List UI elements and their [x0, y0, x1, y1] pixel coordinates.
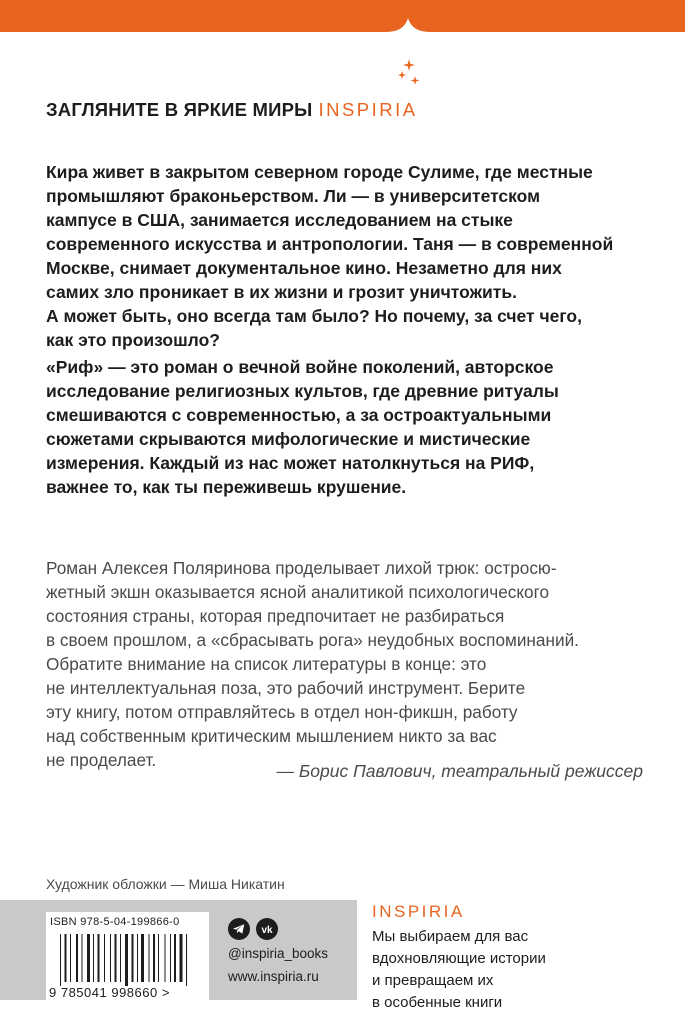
barcode-bar [125, 934, 128, 986]
quote-line: не проделает. [46, 750, 157, 770]
barcode-bar [76, 934, 78, 982]
tagline-line: и превращаем их [372, 972, 494, 989]
svg-text:vk: vk [261, 924, 273, 936]
review-quote [46, 556, 651, 772]
series-title: ЗАГЛЯНИТЕ В ЯРКИЕ МИРЫ [46, 99, 313, 120]
description-line: сюжетами скрываются мифологические и мистические [46, 429, 531, 449]
barcode-bar [158, 934, 159, 982]
barcode-bar [93, 934, 94, 982]
barcode-bar [70, 934, 71, 982]
sparkles-icon [396, 58, 422, 88]
quote-line: жетный экшн оказывается ясной аналитикой психологического [46, 582, 550, 602]
description-line: Кира живет в закрытом северном городе Сулиме, где местные [46, 162, 593, 182]
description-line: исследование религиозных культов, где древние ритуалы [46, 381, 559, 401]
description-paragraph-1 [46, 160, 646, 352]
barcode-bar [186, 934, 187, 986]
barcode-bar [98, 934, 100, 982]
description-line: Москве, снимает документальное кино. Незаметно для них [46, 258, 562, 278]
isbn-barcode-box [46, 912, 209, 1000]
description-line: кампусе в США, занимается исследованием на стыке [46, 210, 513, 230]
barcode-bar [170, 934, 171, 982]
quote-line: Роман Алексея Поляринова проделывает лихой трюк: остросю- [46, 558, 557, 578]
barcode-bar [82, 934, 83, 982]
tagline-line: в особенные книги [372, 994, 503, 1011]
description-line: важнее то, как ты переживешь крушение. [46, 477, 407, 497]
barcode-bar [141, 934, 144, 982]
barcode-bar [149, 934, 150, 982]
barcode [46, 932, 209, 1000]
publisher-brand: INSPIRIA [318, 99, 418, 120]
quote-line: состояния страны, которая предпочитает не разбираться [46, 606, 505, 626]
barcode-bar [165, 934, 166, 982]
barcode-bar [110, 934, 111, 982]
review-attribution: — Борис Павлович, театральный режиссер [276, 761, 643, 781]
social-handle[interactable]: @inspiria_books [228, 946, 329, 961]
description-line: «Риф» — это роман о вечной войне поколений, авторское [46, 357, 554, 377]
isbn-number: ISBN 978-5-04-199866-0 [50, 916, 180, 928]
barcode-bar [153, 934, 155, 982]
website-link[interactable]: www.inspiria.ru [228, 969, 319, 984]
cover-artist-credit: Художник обложки — Миша Никатин [46, 876, 285, 892]
publisher-brand-footer: INSPIRIA [372, 902, 465, 921]
barcode-bar [180, 934, 183, 982]
series-heading [46, 99, 418, 121]
barcode-bar [137, 934, 138, 982]
quote-line: эту книгу, потом отправляйтесь в отдел нон-фикшн, работу [46, 702, 518, 722]
quote-line: в своем прошлом, а «сбрасывать рога» неудобных воспоминаний. [46, 630, 579, 650]
barcode-bar [132, 934, 134, 982]
barcode-bar [104, 934, 105, 982]
quote-line: над собственным критическим мышлением никто за вас [46, 726, 497, 746]
tagline-line: вдохновляющие истории [372, 950, 546, 967]
social-block [218, 912, 357, 1000]
description-line: А может быть, оно всегда там было? Но почему, за счет чего, [46, 306, 582, 326]
description-line: самих зло проникает в их жизни и грозит уничтожить. [46, 282, 517, 302]
description-line: измерения. Каждый из нас может натолкнуться на РИФ, [46, 453, 535, 473]
vk-icon[interactable] [256, 918, 278, 940]
description-line: как это произошло? [46, 330, 220, 350]
description-line: промышляют браконьерством. Ли — в университетском [46, 186, 541, 206]
description-paragraph-2 [46, 355, 646, 499]
quote-line: Обратите внимание на список литературы в конце: это [46, 654, 487, 674]
publisher-tagline [372, 926, 672, 1014]
quote-line: не интеллектуальная поза, это рабочий инструмент. Берите [46, 678, 526, 698]
barcode-bar [174, 934, 176, 982]
description-line: современного искусства и антропологии. Таня — в современной [46, 234, 614, 254]
telegram-icon[interactable] [228, 918, 250, 940]
barcode-digits: 9 785041 998660 > [49, 985, 170, 1000]
description-line: смешиваются с современностью, а за остроактуальными [46, 405, 552, 425]
barcode-bar [60, 934, 61, 986]
tagline-line: Мы выбираем для вас [372, 928, 529, 945]
barcode-bar [115, 934, 117, 982]
top-orange-banner [0, 0, 685, 32]
barcode-bar [120, 934, 121, 982]
barcode-bar [87, 934, 90, 982]
barcode-bar [65, 934, 67, 982]
